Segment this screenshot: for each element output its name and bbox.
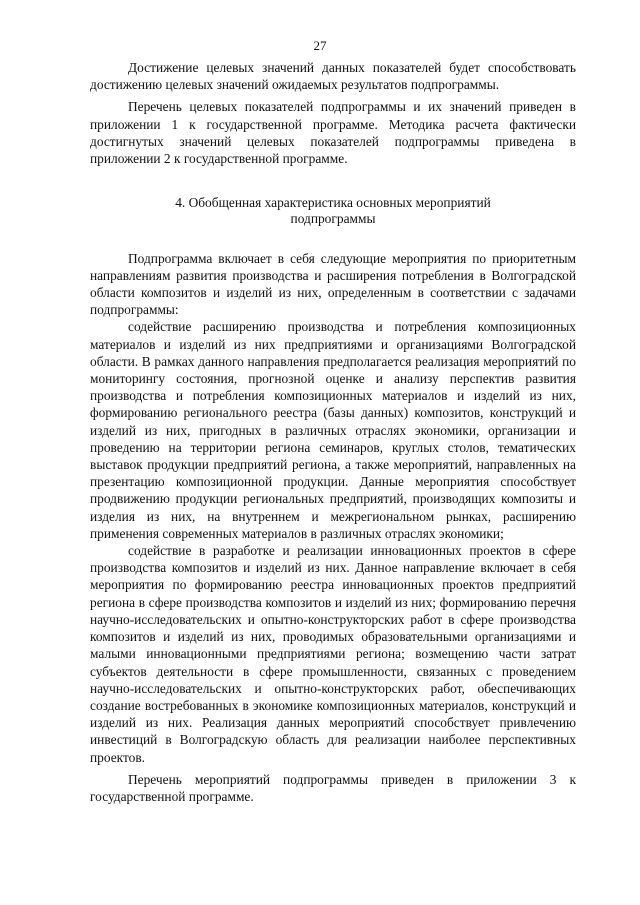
document-body	[90, 59, 576, 805]
section-heading-line-2: подпрограммы	[290, 211, 376, 227]
paragraph-measures-list: Перечень мероприятий подпрограммы приведен в приложении 3 к государственной программе.	[90, 771, 576, 804]
section-heading	[90, 195, 576, 227]
paragraph-targets-achievement: Достижение целевых значений данных показателей будет способствовать достижению целевых значений ожидаемых результатов подпрограммы.	[90, 60, 576, 93]
paragraph-measure-production: содействие расширению производства и потребления композиционных материалов и изделий из них предприятиями и организациями Волгоградской области. В рамках данного направления предполагается реализация мероприятий по мониторингу состояния, прогнозной оценке и анализу перспектив развития производства и потребления композиционных материалов и изделий из них, формированию регионального реестра (базы данных) композитов, конструкций и изделий из них, пригодных в различных отраслях экономики, организации и проведению на территории региона семинаров, круглых столов, тематических выставок продукции предприятий региона, а также мероприятий, направленных на презентацию композиционной продукции. Данные мероприятия способствует продвижению продукции региональных предприятий, производящих композиты и изделия из них, на внутреннем и межрегиональном рынках, расширению применения современных материалов в различных отраслях экономики;	[90, 319, 576, 541]
paragraph-targets-list: Перечень целевых показателей подпрограммы и их значений приведен в приложении 1 к государственной программе. Методика расчета фактически достигнутых значений целевых показателей подпрограммы приведена в приложении 2 к государственной программе.	[90, 99, 576, 167]
paragraph-measure-innovation: содействие в разработке и реализации инновационных проектов в сфере производства композитов и изделий из них. Данное направление включает в себя мероприятия по формированию реестра инновационных проектов предприятий региона в сфере производства композитов и изделий из них; формированию перечня научно-исследовательских и опытно-конструкторских работ в сфере производства композитов и изделий из них, проводимых образовательными организациями и малыми инновационными предприятиями региона; возмещению части затрат субъектов деятельности в сфере промышленности, связанных с проведением научно-исследовательских и опытно-конструкторских работ, обеспечивающих создание востребованных в экономике композиционных материалов, конструкций и изделий из них. Реализация данных мероприятий способствует привлечению инвестиций в Волгоградскую область для реализации наиболее перспективных проектов.	[90, 543, 576, 765]
section-heading-line-1: 4. Обобщенная характеристика основных мероприятий	[175, 195, 491, 211]
page-number: 27	[313, 38, 327, 53]
paragraph-subprogram-intro: Подпрограмма включает в себя следующие мероприятия по приоритетным направлениям развития производства и расширения потребления в Волгоградской области композитов и изделий из них, определенным в соответствии с задачами подпрограммы:	[90, 250, 576, 318]
